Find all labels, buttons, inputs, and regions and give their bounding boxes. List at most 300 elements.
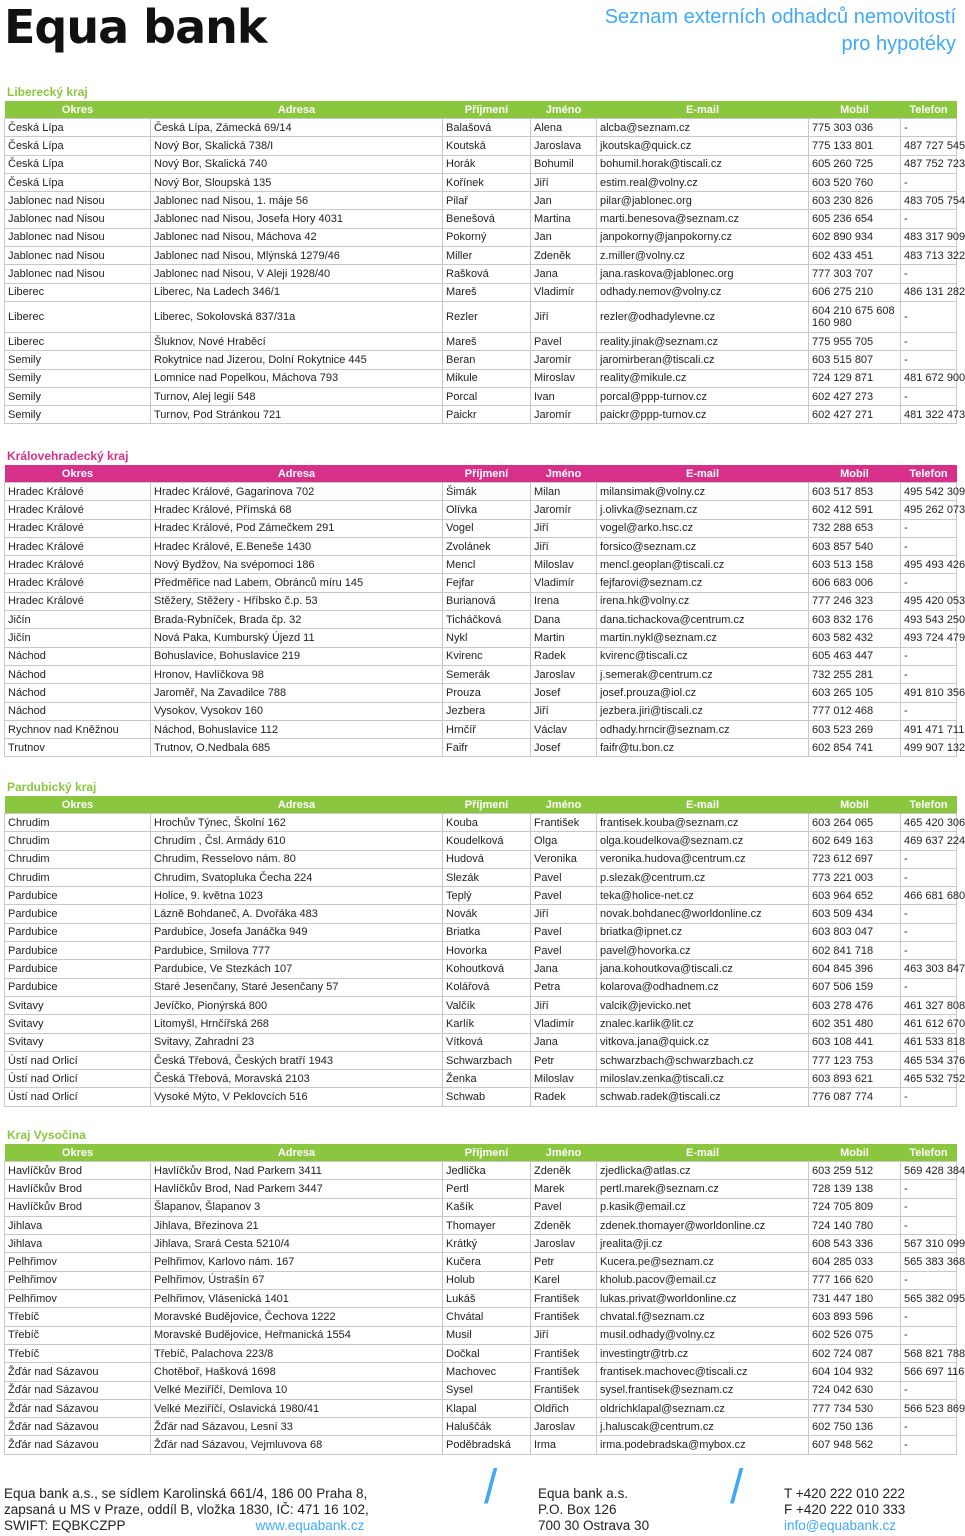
cell-telefon: -	[901, 574, 957, 592]
cell-email[interactable]: j.olivka@seznam.cz	[597, 501, 809, 519]
cell-email[interactable]: mencl.geoplan@tiscali.cz	[597, 556, 809, 574]
cell-mobil: 602 412 591	[809, 501, 901, 519]
cell-okres: Liberec	[5, 283, 151, 301]
cell-jmeno: Radek	[531, 1088, 597, 1106]
cell-mobil: 603 264 065	[809, 814, 901, 832]
cell-okres: Náchod	[5, 647, 151, 665]
cell-mobil: 732 255 281	[809, 665, 901, 683]
cell-jmeno: Jiří	[531, 519, 597, 537]
cell-mobil: 602 724 087	[809, 1344, 901, 1362]
cell-jmeno: František	[531, 1381, 597, 1399]
cell-email[interactable]: valcik@jevicko.net	[597, 996, 809, 1014]
cell-mobil: 602 649 163	[809, 832, 901, 850]
cell-jmeno: Ivan	[531, 387, 597, 405]
cell-email[interactable]: jana.raskova@jablonec.org	[597, 265, 809, 283]
cell-jmeno: Milan	[531, 483, 597, 501]
table-row	[5, 905, 957, 923]
column-header: Okres	[5, 101, 151, 119]
cell-mobil: 777 123 753	[809, 1051, 901, 1069]
cell-email[interactable]: jezbera.jiri@tiscali.cz	[597, 702, 809, 720]
column-header: Jméno	[531, 796, 597, 814]
table-row	[5, 537, 957, 555]
cell-prijmeni: Šimák	[443, 483, 531, 501]
cell-okres: Žďár nad Sázavou	[5, 1418, 151, 1436]
cell-prijmeni: Mencl	[443, 556, 531, 574]
table-row	[5, 1308, 957, 1326]
table-row	[5, 1399, 957, 1417]
table-row	[5, 1271, 957, 1289]
cell-adresa: Chrudim, Svatopluka Čecha 224	[151, 868, 443, 886]
cell-jmeno: Petr	[531, 1051, 597, 1069]
cell-telefon: 565 382 095	[901, 1290, 957, 1308]
footer-line: 700 30 Ostrava 30	[538, 1518, 650, 1533]
cell-email[interactable]: Kucera.pe@seznam.cz	[597, 1253, 809, 1271]
cell-adresa: Nová Paka, Kumburský Újezd 11	[151, 629, 443, 647]
cell-jmeno: Jaromír	[531, 351, 597, 369]
cell-jmeno: Martina	[531, 210, 597, 228]
cell-email[interactable]: fejfarovi@seznam.cz	[597, 574, 809, 592]
cell-adresa: Hrochův Týnec, Školní 162	[151, 814, 443, 832]
cell-email[interactable]: bohumil.horak@tiscali.cz	[597, 155, 809, 173]
cell-email[interactable]: reality.jinak@seznam.cz	[597, 332, 809, 350]
cell-prijmeni: Zvolánek	[443, 537, 531, 555]
cell-okres: Semily	[5, 369, 151, 387]
cell-telefon: -	[901, 119, 957, 137]
cell-telefon: 499 907 132	[901, 739, 957, 757]
cell-prijmeni: Miller	[443, 247, 531, 265]
cell-telefon: -	[901, 850, 957, 868]
cell-telefon: -	[901, 1308, 957, 1326]
region-section	[4, 1127, 965, 1455]
cell-jmeno: Pavel	[531, 868, 597, 886]
cell-mobil: 777 166 620	[809, 1271, 901, 1289]
cell-email[interactable]: zdenek.thomayer@worldonline.cz	[597, 1216, 809, 1234]
cell-email[interactable]: miloslav.zenka@tiscali.cz	[597, 1070, 809, 1088]
cell-adresa: Nový Bor, Skalická 738/I	[151, 137, 443, 155]
cell-email[interactable]: paickr@ppp-turnov.cz	[597, 406, 809, 424]
column-header: Příjmení	[443, 1144, 531, 1162]
cell-jmeno: Dana	[531, 611, 597, 629]
cell-prijmeni: Hudová	[443, 850, 531, 868]
cell-email[interactable]: kvirenc@tiscali.cz	[597, 647, 809, 665]
cell-okres: Žďár nad Sázavou	[5, 1381, 151, 1399]
cell-email[interactable]: faifr@tu.bon.cz	[597, 739, 809, 757]
cell-mobil: 777 734 530	[809, 1399, 901, 1417]
cell-mobil: 603 265 105	[809, 684, 901, 702]
cell-mobil: 602 841 718	[809, 942, 901, 960]
table-row	[5, 1088, 957, 1106]
cell-mobil: 605 463 447	[809, 647, 901, 665]
cell-adresa: Žďár nad Sázavou, Vejmluvova 68	[151, 1436, 443, 1454]
cell-mobil: 607 506 159	[809, 978, 901, 996]
cell-email[interactable]: estim.real@volny.cz	[597, 173, 809, 191]
column-header: Telefon	[901, 465, 957, 483]
cell-mobil: 775 133 801	[809, 137, 901, 155]
table-row	[5, 1180, 957, 1198]
cell-email[interactable]: marti.benesova@seznam.cz	[597, 210, 809, 228]
region-section	[4, 779, 965, 1107]
cell-telefon: -	[901, 210, 957, 228]
cell-telefon: 565 383 368	[901, 1253, 957, 1271]
cell-adresa: Vysoké Mýto, V Peklovcích 516	[151, 1088, 443, 1106]
table-row	[5, 1162, 957, 1180]
cell-jmeno: Zdeněk	[531, 247, 597, 265]
cell-jmeno: Oldřich	[531, 1399, 597, 1417]
cell-telefon: -	[901, 332, 957, 350]
cell-prijmeni: Kučera	[443, 1253, 531, 1271]
cell-email[interactable]: josef.prouza@iol.cz	[597, 684, 809, 702]
cell-okres: Hradec Králové	[5, 574, 151, 592]
cell-email[interactable]: lukas.privat@worldonline.cz	[597, 1290, 809, 1308]
cell-adresa: Hradec Králové, Pod Zámečkem 291	[151, 519, 443, 537]
cell-email[interactable]: dana.tichackova@centrum.cz	[597, 611, 809, 629]
cell-jmeno: Jiří	[531, 1326, 597, 1344]
table-row	[5, 720, 957, 738]
column-header: Příjmení	[443, 796, 531, 814]
table-row	[5, 684, 957, 702]
cell-telefon: 461 533 818	[901, 1033, 957, 1051]
footer-company-info	[4, 1486, 369, 1534]
cell-telefon: -	[901, 1326, 957, 1344]
cell-mobil: 603 509 434	[809, 905, 901, 923]
cell-jmeno: Pavel	[531, 1198, 597, 1216]
cell-email[interactable]: znalec.karlik@lit.cz	[597, 1015, 809, 1033]
cell-adresa: Lázně Bohdaneč, A. Dvořáka 483	[151, 905, 443, 923]
table-row	[5, 173, 957, 191]
cell-prijmeni: Kolářová	[443, 978, 531, 996]
cell-email[interactable]: jkoutska@quick.cz	[597, 137, 809, 155]
cell-adresa: Česká Lípa, Zámecká 69/14	[151, 119, 443, 137]
cell-prijmeni: Pilař	[443, 192, 531, 210]
cell-okres: Chrudim	[5, 832, 151, 850]
cell-adresa: Turnov, Alej legií 548	[151, 387, 443, 405]
cell-adresa: Jablonec nad Nisou, 1. máje 56	[151, 192, 443, 210]
table-row	[5, 387, 957, 405]
table-row	[5, 1015, 957, 1033]
cell-okres: Havlíčkův Brod	[5, 1180, 151, 1198]
cell-jmeno: Miloslav	[531, 556, 597, 574]
cell-adresa: Chotěboř, Hašková 1698	[151, 1363, 443, 1381]
table-row	[5, 978, 957, 996]
cell-adresa: Pardubice, Josefa Janáčka 949	[151, 923, 443, 941]
cell-jmeno: Jana	[531, 265, 597, 283]
cell-telefon: 466 681 680	[901, 887, 957, 905]
cell-email[interactable]: sysel.frantisek@seznam.cz	[597, 1381, 809, 1399]
cell-email[interactable]: briatka@ipnet.cz	[597, 923, 809, 941]
cell-email[interactable]: investingtr@trb.cz	[597, 1344, 809, 1362]
cell-adresa: Náchod, Bohuslavice 112	[151, 720, 443, 738]
cell-telefon: -	[901, 1436, 957, 1454]
cell-jmeno: Zdeněk	[531, 1216, 597, 1234]
cell-telefon: -	[901, 1381, 957, 1399]
table-row	[5, 1436, 957, 1454]
table-row	[5, 960, 957, 978]
cell-prijmeni: Krátký	[443, 1235, 531, 1253]
cell-mobil: 724 705 809	[809, 1198, 901, 1216]
table-row	[5, 137, 957, 155]
cell-email[interactable]: irena.hk@volny.cz	[597, 592, 809, 610]
cell-adresa: Jablonec nad Nisou, Máchova 42	[151, 228, 443, 246]
cell-adresa: Trutnov, O.Nedbala 685	[151, 739, 443, 757]
column-header: Mobil	[809, 101, 901, 119]
cell-mobil: 603 582 432	[809, 629, 901, 647]
cell-telefon: 486 131 282	[901, 283, 957, 301]
table-row	[5, 210, 957, 228]
cell-prijmeni: Koudelková	[443, 832, 531, 850]
cell-telefon: -	[901, 647, 957, 665]
table-row	[5, 647, 957, 665]
cell-email[interactable]: forsico@seznam.cz	[597, 537, 809, 555]
cell-okres: Jičín	[5, 629, 151, 647]
cell-mobil: 773 221 003	[809, 868, 901, 886]
cell-mobil: 724 140 780	[809, 1216, 901, 1234]
cell-prijmeni: Lukáš	[443, 1290, 531, 1308]
cell-email[interactable]: olga.koudelkova@seznam.cz	[597, 832, 809, 850]
column-header: E-mail	[597, 1144, 809, 1162]
cell-email[interactable]: odhady.hrncir@seznam.cz	[597, 720, 809, 738]
table-row	[5, 283, 957, 301]
cell-jmeno: Alena	[531, 119, 597, 137]
cell-prijmeni: Sysel	[443, 1381, 531, 1399]
cell-okres: Pardubice	[5, 942, 151, 960]
cell-mobil: 776 087 774	[809, 1088, 901, 1106]
cell-email[interactable]: j.haluscak@centrum.cz	[597, 1418, 809, 1436]
cell-telefon: -	[901, 265, 957, 283]
cell-prijmeni: Poděbradská	[443, 1436, 531, 1454]
cell-adresa: Havlíčkův Brod, Nad Parkem 3447	[151, 1180, 443, 1198]
cell-telefon: -	[901, 301, 957, 332]
cell-email[interactable]: chvatal.f@seznam.cz	[597, 1308, 809, 1326]
cell-mobil: 603 893 621	[809, 1070, 901, 1088]
cell-mobil: 603 278 476	[809, 996, 901, 1014]
cell-email[interactable]: zjedlicka@atlas.cz	[597, 1162, 809, 1180]
cell-adresa: Předměřice nad Labem, Obránců míru 145	[151, 574, 443, 592]
cell-mobil: 602 854 741	[809, 739, 901, 757]
cell-prijmeni: Vítková	[443, 1033, 531, 1051]
footer-web-link[interactable]: www.equabank.cz	[255, 1518, 365, 1533]
cell-email[interactable]: veronika.hudova@centrum.cz	[597, 850, 809, 868]
table-row	[5, 155, 957, 173]
cell-mobil: 731 447 180	[809, 1290, 901, 1308]
cell-jmeno: Josef	[531, 739, 597, 757]
cell-email[interactable]: odhady.nemov@volny.cz	[597, 283, 809, 301]
table-row	[5, 483, 957, 501]
cell-email[interactable]: kholub.pacov@email.cz	[597, 1271, 809, 1289]
cell-email[interactable]: pilar@jablonec.org	[597, 192, 809, 210]
table-row	[5, 1326, 957, 1344]
cell-prijmeni: Jedlička	[443, 1162, 531, 1180]
cell-jmeno: Jaroslav	[531, 665, 597, 683]
cell-adresa: Nový Bor, Sloupská 135	[151, 173, 443, 191]
cell-jmeno: Josef	[531, 684, 597, 702]
cell-jmeno: Zdeněk	[531, 1162, 597, 1180]
cell-okres: Hradec Králové	[5, 519, 151, 537]
cell-email[interactable]: pertl.marek@seznam.cz	[597, 1180, 809, 1198]
cell-okres: Jičín	[5, 611, 151, 629]
cell-telefon: -	[901, 702, 957, 720]
cell-mobil: 603 893 596	[809, 1308, 901, 1326]
footer-line: zapsaná u MS v Praze, oddíl B, vložka 1830, IČ: 471 16 102,	[4, 1502, 369, 1517]
cell-telefon: -	[901, 1088, 957, 1106]
cell-okres: Chrudim	[5, 868, 151, 886]
cell-email[interactable]: musil.odhady@volny.cz	[597, 1326, 809, 1344]
cell-okres: Jablonec nad Nisou	[5, 228, 151, 246]
cell-email[interactable]: novak.bohdanec@worldonline.cz	[597, 905, 809, 923]
cell-adresa: Jihlava, Srará Cesta 5210/4	[151, 1235, 443, 1253]
cell-telefon: 463 303 847	[901, 960, 957, 978]
cell-jmeno: Vladimír	[531, 283, 597, 301]
cell-email[interactable]: janpokorny@janpokorny.cz	[597, 228, 809, 246]
cell-adresa: Nový Bydžov, Na svépomoci 186	[151, 556, 443, 574]
cell-mobil: 602 750 136	[809, 1418, 901, 1436]
table-row	[5, 739, 957, 757]
cell-jmeno: Veronika	[531, 850, 597, 868]
cell-jmeno: František	[531, 1290, 597, 1308]
cell-email[interactable]: jrealita@ji.cz	[597, 1235, 809, 1253]
document-title-line2: pro hypotéky	[841, 33, 956, 55]
cell-jmeno: Jiří	[531, 173, 597, 191]
cell-okres: Chrudim	[5, 850, 151, 868]
cell-telefon: -	[901, 519, 957, 537]
cell-okres: Ústí nad Orlicí	[5, 1051, 151, 1069]
cell-telefon: 495 493 426	[901, 556, 957, 574]
table-row	[5, 665, 957, 683]
cell-okres: Jihlava	[5, 1235, 151, 1253]
column-header: Adresa	[151, 101, 443, 119]
cell-mobil: 603 259 512	[809, 1162, 901, 1180]
cell-jmeno: Pavel	[531, 887, 597, 905]
cell-jmeno: František	[531, 1344, 597, 1362]
cell-adresa: Holice, 9. května 1023	[151, 887, 443, 905]
cell-prijmeni: Mikule	[443, 369, 531, 387]
cell-telefon: 469 637 224	[901, 832, 957, 850]
column-header: Adresa	[151, 1144, 443, 1162]
cell-jmeno: Jana	[531, 1033, 597, 1051]
cell-prijmeni: Prouza	[443, 684, 531, 702]
cell-okres: Ústí nad Orlicí	[5, 1070, 151, 1088]
cell-email[interactable]: vitkova.jana@quick.cz	[597, 1033, 809, 1051]
cell-telefon: 487 727 545	[901, 137, 957, 155]
cell-email[interactable]: schwab.radek@tiscali.cz	[597, 1088, 809, 1106]
footer-line	[4, 1518, 369, 1534]
cell-adresa: Hradec Králové, Gagarinova 702	[151, 483, 443, 501]
column-header: Telefon	[901, 796, 957, 814]
cell-mobil: 608 543 336	[809, 1235, 901, 1253]
cell-telefon: 483 705 754	[901, 192, 957, 210]
cell-email[interactable]: frantisek.machovec@tiscali.cz	[597, 1363, 809, 1381]
column-header: E-mail	[597, 796, 809, 814]
cell-telefon: 487 752 723	[901, 155, 957, 173]
cell-email[interactable]: frantisek.kouba@seznam.cz	[597, 814, 809, 832]
column-header: Příjmení	[443, 465, 531, 483]
cell-mobil: 602 526 075	[809, 1326, 901, 1344]
table-row	[5, 301, 957, 332]
cell-mobil: 607 948 562	[809, 1436, 901, 1454]
cell-okres: Pardubice	[5, 923, 151, 941]
table-row	[5, 1418, 957, 1436]
cell-email[interactable]: milansimak@volny.cz	[597, 483, 809, 501]
cell-adresa: Hradec Králové, Přímská 68	[151, 501, 443, 519]
cell-adresa: Vysokov, Vysokov 160	[151, 702, 443, 720]
cell-mobil: 604 104 932	[809, 1363, 901, 1381]
cell-jmeno: Jaromír	[531, 406, 597, 424]
cell-telefon: -	[901, 1418, 957, 1436]
table-row	[5, 1363, 957, 1381]
cell-prijmeni: Pertl	[443, 1180, 531, 1198]
cell-mobil: 775 303 036	[809, 119, 901, 137]
footer-email-link[interactable]: info@equabank.cz	[784, 1518, 897, 1533]
cell-email[interactable]: teka@holice-net.cz	[597, 887, 809, 905]
cell-email[interactable]: alcba@seznam.cz	[597, 119, 809, 137]
cell-jmeno: František	[531, 814, 597, 832]
cell-jmeno: Miloslav	[531, 1070, 597, 1088]
cell-prijmeni: Fejfar	[443, 574, 531, 592]
cell-email[interactable]: oldrichklapal@seznam.cz	[597, 1399, 809, 1417]
footer-postal	[538, 1486, 649, 1534]
cell-prijmeni: Rezler	[443, 301, 531, 332]
cell-email[interactable]: jana.kohoutkova@tiscali.cz	[597, 960, 809, 978]
cell-okres: Třebíč	[5, 1326, 151, 1344]
cell-email[interactable]: jaromirberan@tiscali.cz	[597, 351, 809, 369]
cell-okres: Česká Lípa	[5, 155, 151, 173]
cell-okres: Hradec Králové	[5, 483, 151, 501]
column-header: E-mail	[597, 101, 809, 119]
column-header: Jméno	[531, 1144, 597, 1162]
cell-email[interactable]: martin.nykl@seznam.cz	[597, 629, 809, 647]
cell-email[interactable]: vogel@arko.hsc.cz	[597, 519, 809, 537]
footer-contacts	[784, 1486, 905, 1534]
cell-mobil: 603 832 176	[809, 611, 901, 629]
cell-mobil: 603 520 760	[809, 173, 901, 191]
cell-prijmeni: Kvirenc	[443, 647, 531, 665]
cell-email[interactable]: irma.podebradska@mybox.cz	[597, 1436, 809, 1454]
cell-telefon: 483 713 322	[901, 247, 957, 265]
table-header-row	[5, 465, 957, 483]
cell-email[interactable]: schwarzbach@schwarzbach.cz	[597, 1051, 809, 1069]
cell-prijmeni: Benešová	[443, 210, 531, 228]
cell-email[interactable]: rezler@odhadylevne.cz	[597, 301, 809, 332]
cell-jmeno: Vladimír	[531, 574, 597, 592]
table-row	[5, 814, 957, 832]
cell-email[interactable]: z.miller@volny.cz	[597, 247, 809, 265]
cell-prijmeni: Mareš	[443, 332, 531, 350]
cell-email[interactable]: kolarova@odhadnem.cz	[597, 978, 809, 996]
cell-okres: Třebíč	[5, 1344, 151, 1362]
cell-adresa: Česká Třebová, Moravská 2103	[151, 1070, 443, 1088]
cell-okres: Trutnov	[5, 739, 151, 757]
cell-prijmeni: Koutská	[443, 137, 531, 155]
cell-prijmeni: Kohoutková	[443, 960, 531, 978]
valuers-table	[4, 101, 965, 424]
cell-telefon: -	[901, 868, 957, 886]
cell-email[interactable]: pavel@hovorka.cz	[597, 942, 809, 960]
cell-prijmeni: Teplý	[443, 887, 531, 905]
column-header: Příjmení	[443, 101, 531, 119]
cell-email[interactable]: p.slezak@centrum.cz	[597, 868, 809, 886]
cell-okres: Hradec Králové	[5, 537, 151, 555]
cell-email[interactable]: reality@mikule.cz	[597, 369, 809, 387]
cell-email[interactable]: j.semerak@centrum.cz	[597, 665, 809, 683]
cell-telefon: -	[901, 351, 957, 369]
cell-prijmeni: Horák	[443, 155, 531, 173]
cell-mobil: 602 351 480	[809, 1015, 901, 1033]
cell-email[interactable]: p.kasik@email.cz	[597, 1198, 809, 1216]
cell-email[interactable]: porcal@ppp-turnov.cz	[597, 387, 809, 405]
cell-prijmeni: Burianová	[443, 592, 531, 610]
cell-telefon: 465 420 306	[901, 814, 957, 832]
table-row	[5, 611, 957, 629]
cell-adresa: Hradec Králové, E.Beneše 1430	[151, 537, 443, 555]
